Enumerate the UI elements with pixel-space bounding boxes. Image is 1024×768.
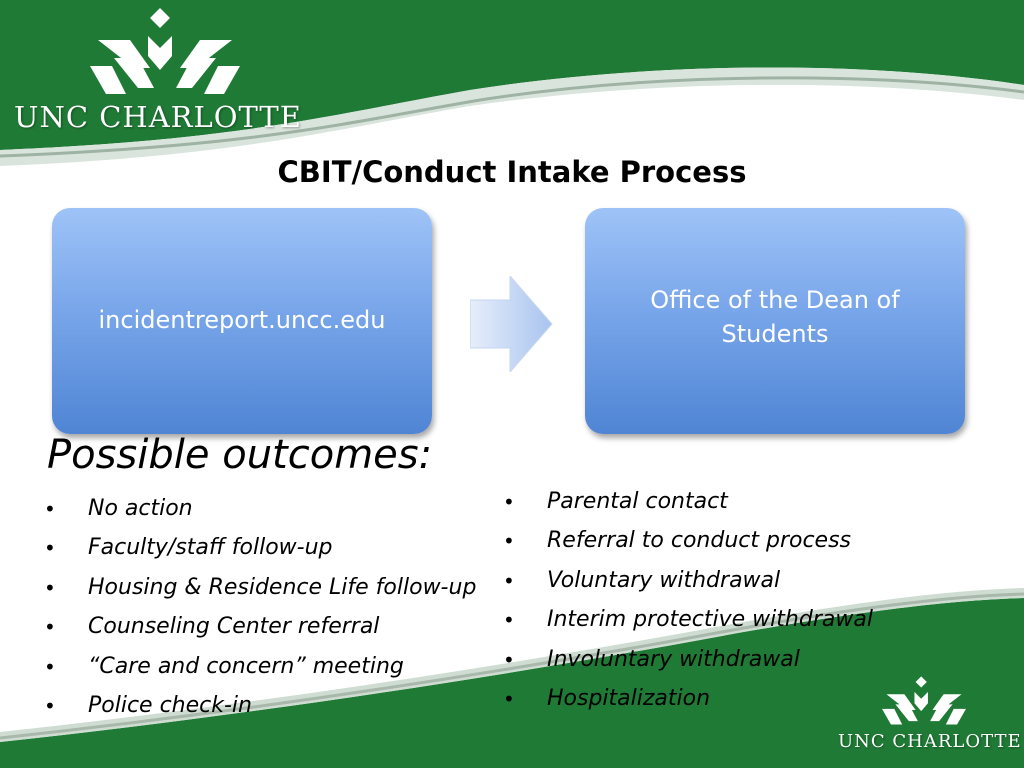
process-step-incident-report xyxy=(52,208,432,434)
process-step-label: incidentreport.uncc.edu xyxy=(98,306,386,335)
bullet-icon: • xyxy=(503,490,515,514)
outcomes-list-right xyxy=(503,488,873,724)
logo-wordmark-small: UNC CHARLOTTE xyxy=(838,731,1022,752)
outcomes-heading: Possible outcomes: xyxy=(47,432,433,478)
list-item: • Police check-in xyxy=(44,692,252,718)
list-item: • Faculty/staff follow-up xyxy=(44,535,333,561)
bullet-icon: • xyxy=(44,536,56,561)
list-item: • Hospitalization xyxy=(503,685,711,711)
list-item: • Housing & Residence Life follow-up xyxy=(44,574,477,600)
list-item: • Parental contact xyxy=(503,489,728,514)
bullet-icon: • xyxy=(44,497,56,521)
unc-charlotte-crown-icon xyxy=(882,674,966,728)
bullet-icon: • xyxy=(44,654,56,679)
process-step-dean-of-students xyxy=(585,208,965,434)
list-item: • Interim protective withdrawal xyxy=(503,607,873,633)
list-item: • No action xyxy=(44,496,193,521)
list-item: • Counseling Center referral xyxy=(44,614,380,640)
bullet-icon: • xyxy=(503,529,515,554)
logo-wordmark: UNC CHARLOTTE xyxy=(14,100,302,134)
bullet-icon: • xyxy=(44,615,56,640)
bullet-icon: • xyxy=(503,686,515,711)
slide-title: CBIT/Conduct Intake Process xyxy=(277,155,747,189)
bullet-icon: • xyxy=(44,693,56,718)
bullet-icon: • xyxy=(503,608,515,633)
unc-charlotte-crown-icon xyxy=(90,8,240,96)
list-item: • Involuntary withdrawal xyxy=(503,646,800,672)
list-item: • Referral to conduct process xyxy=(503,528,852,554)
bullet-icon: • xyxy=(503,647,515,672)
process-step-label: Office of the Dean of Students xyxy=(650,286,900,348)
list-item: • Voluntary withdrawal xyxy=(503,567,781,593)
right-arrow-icon xyxy=(470,276,554,372)
bullet-icon: • xyxy=(503,568,515,593)
outcomes-list-left xyxy=(44,495,477,731)
bullet-icon: • xyxy=(44,575,56,600)
list-item: • “Care and concern” meeting xyxy=(44,653,404,679)
